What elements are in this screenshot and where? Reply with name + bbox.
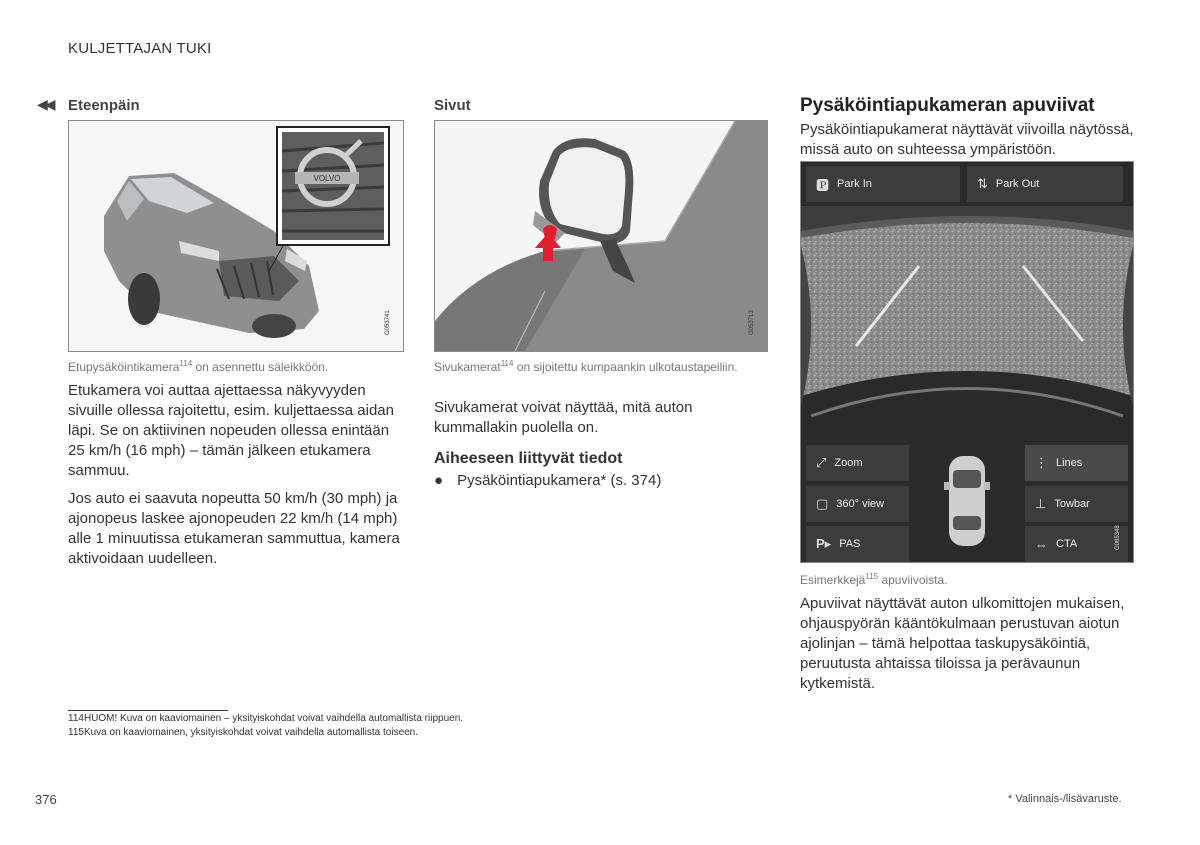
park-in-icon: 🅿 (816, 177, 830, 193)
lines-intro: Pysäköintiapukamerat näyttävät viivoilla näytössä, missä auto on suhteessa ympäristöön. (800, 121, 1134, 158)
figure-code: G053713 (749, 310, 755, 335)
park-out-button[interactable]: ⇅ Park Out (967, 166, 1123, 202)
figure-code: G053741 (385, 310, 391, 335)
park-in-button[interactable]: 🅿 Park In (806, 166, 960, 202)
section-header: KULJETTAJAN TUKI (68, 40, 212, 57)
front-car-illustration (69, 121, 403, 351)
side-heading: Sivut (434, 97, 471, 114)
360-view-button[interactable]: ▢ 360° view (806, 486, 909, 522)
front-para-1: Etukamera voi auttaa ajettaessa näkyvyyden sivuille ollessa rajoitettu, esim. kuljettaessa aidan läpi. Se on aktiivinen nopeuden ollessa enintään 25 km/h (16 mph) – tämän jälkeen etukamera sammuu. (68, 382, 394, 479)
lines-heading: Pysäköintiapukameran apuviivat (800, 95, 1095, 116)
side-caption: Sivukamerat$^{114}$ on sijoitettu kumpaankin ulkotaustapeiliin. (434, 359, 738, 374)
front-caption: Etupysäköintikamera$^{114}$ on asennettu säleikköön. (68, 359, 329, 374)
zoom-button[interactable]: ⤢ Zoom (806, 445, 909, 481)
camera-screen-figure (800, 161, 1134, 563)
related-link[interactable]: Pysäköintiapukamera* (s. 374) (457, 472, 662, 489)
pas-button[interactable]: P▸ PAS (806, 526, 909, 562)
related-heading: Aiheeseen liittyvät tiedot (434, 450, 623, 467)
optional-equipment-note: * Valinnais-/lisävaruste. (1008, 793, 1122, 805)
front-para-2: Jos auto ei saavuta nopeutta 50 km/h (30 mph) ja ajonopeus laskee ajonopeuden 22 km/h (14 mph) alle 1 minuutissa etukameran sammuttua, kamera aktivoidaan uudelleen. (68, 490, 400, 567)
side-camera-figure (434, 120, 768, 352)
towbar-button[interactable]: ⊥ Towbar (1025, 486, 1128, 522)
pas-icon: P▸ (816, 536, 832, 551)
lines-para-1: Apuviivat näyttävät auton ulkomittojen mukaisen, ohjauspyörän kääntökulmaan perustuvan aiotun ajolinjan – tämä helpottaa taskupysäköintiä, peruutusta ahtaissa tiloissa ja perävaunun kytkemistä. (800, 595, 1125, 692)
back-arrow-icon[interactable]: ◀◀ (37, 96, 53, 112)
footnotes (68, 712, 463, 740)
lines-icon: ⋮ (1035, 455, 1048, 470)
footnote-divider (68, 710, 228, 711)
360-view-icon: ▢ (816, 496, 829, 511)
front-body (68, 381, 400, 577)
front-camera-figure (68, 120, 404, 352)
side-para-1: Sivukamerat voivat näyttää, mitä auton kummallakin puolella on. (434, 399, 693, 436)
page-number: 376 (35, 792, 57, 807)
park-out-icon: ⇅ (977, 176, 988, 191)
footnote-115: 115Kuva on kaaviomainen, yksityiskohdat voivat vaihdella automallista toiseen. (68, 727, 419, 738)
cta-icon: ⇔ (1035, 536, 1048, 552)
cta-button[interactable]: ⇔ CTA (1025, 526, 1128, 562)
car-top-view-icon (941, 452, 993, 552)
bullet-icon: ● (434, 472, 444, 489)
figure-code: G065348 (1115, 525, 1121, 550)
rear-camera-view (801, 206, 1133, 436)
footnote-114: 114HUOM! Kuva on kaaviomainen – yksityiskohdat voivat vaihdella automallista riippuen. (68, 713, 464, 724)
lines-body (800, 594, 1130, 702)
front-heading: Eteenpäin (68, 97, 140, 114)
lines-caption: Esimerkkejä$^{115}$ apuviivoista. (800, 572, 948, 587)
volvo-logo-text: VOLVO (313, 174, 341, 183)
related-list (434, 471, 661, 491)
towbar-icon: ⊥ (1035, 496, 1047, 511)
side-mirror-illustration (435, 121, 767, 351)
zoom-icon: ⤢ (816, 455, 827, 470)
side-body (434, 398, 764, 446)
lines-button[interactable]: ⋮ Lines (1025, 445, 1128, 481)
